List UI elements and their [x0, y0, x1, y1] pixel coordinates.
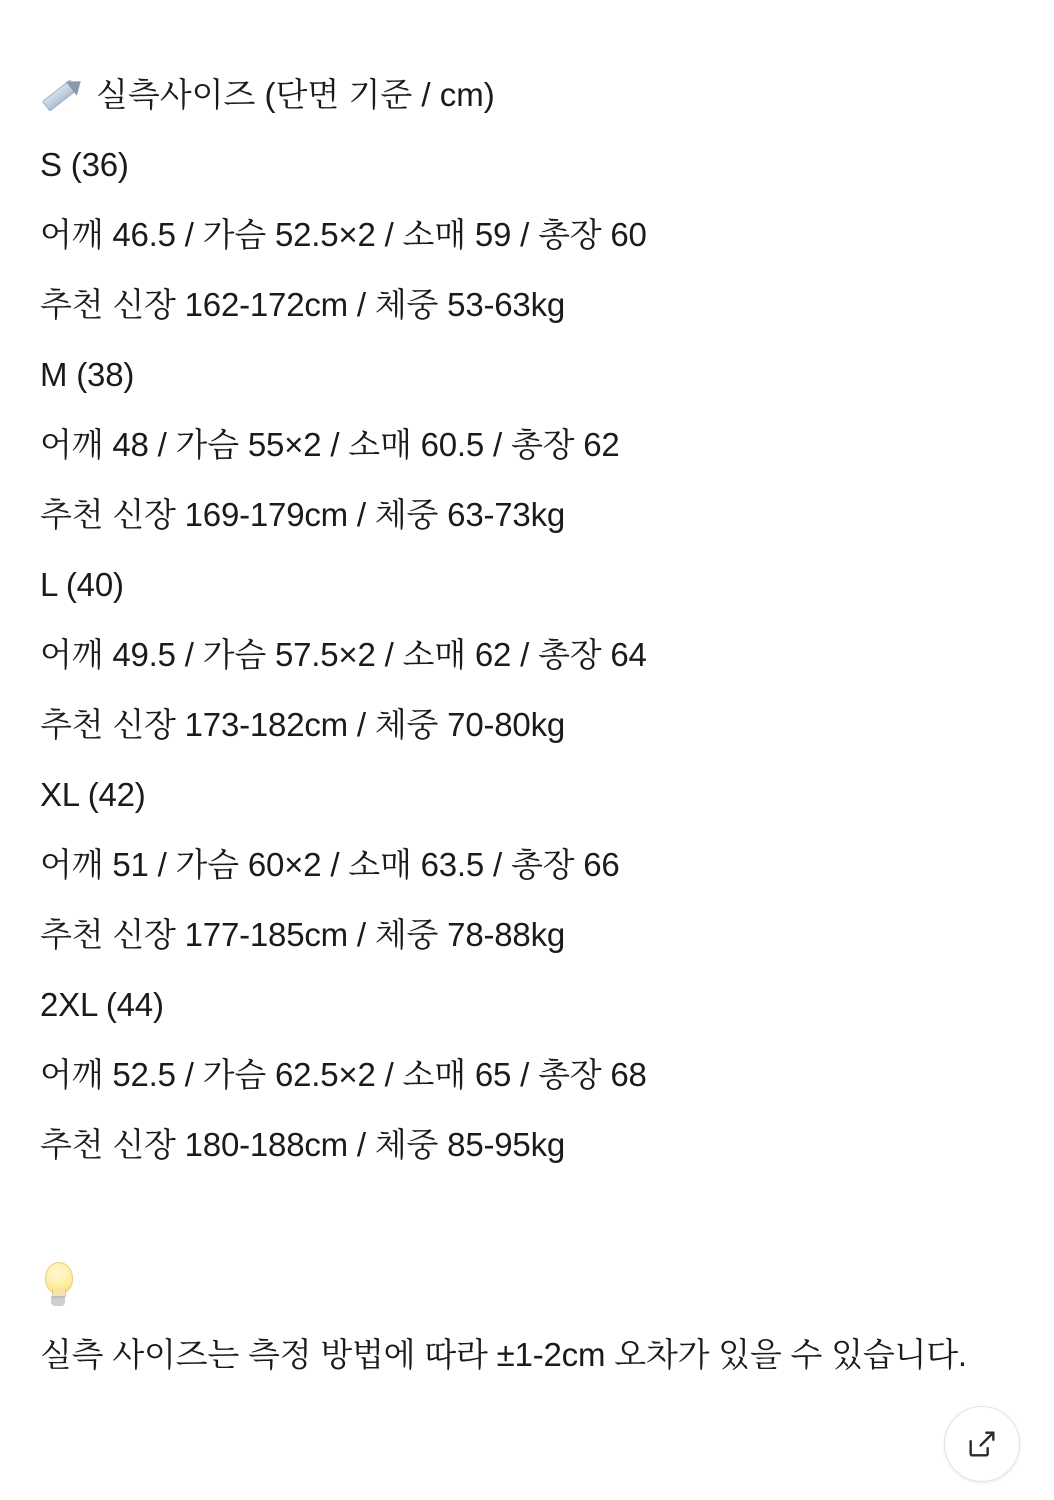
- size-name-s: S (36): [40, 146, 129, 183]
- size-recommendation-xl: 추천 신장 177-185cm / 체중 78-88kg: [40, 916, 566, 953]
- size-name-m: M (38): [40, 356, 135, 393]
- size-name-l: L (40): [40, 566, 124, 603]
- spacer: [40, 1180, 1014, 1250]
- size-name-xl: XL (42): [40, 776, 146, 813]
- ruler-icon: [40, 75, 80, 115]
- note-icon-row: [40, 1250, 1014, 1320]
- size-chart-heading: [40, 60, 1014, 130]
- size-recommendation-2xl: 추천 신장 180-188cm / 체중 85-95kg: [40, 1126, 566, 1163]
- size-recommendation-m: 추천 신장 169-179cm / 체중 63-73kg: [40, 496, 566, 533]
- measurement-note-text: 실측 사이즈는 측정 방법에 따라 ±1-2cm 오차가 있을 수 있습니다.: [40, 1336, 967, 1373]
- size-recommendation-l: 추천 신장 173-182cm / 체중 70-80kg: [40, 706, 566, 743]
- size-measurements-m: 어깨 48 / 가슴 55×2 / 소매 60.5 / 총장 62: [40, 426, 620, 463]
- share-icon: [965, 1427, 999, 1461]
- light-bulb-icon: [40, 1262, 76, 1308]
- size-measurements-xl: 어깨 51 / 가슴 60×2 / 소매 63.5 / 총장 66: [40, 846, 620, 883]
- size-recommendation-s: 추천 신장 162-172cm / 체중 53-63kg: [40, 286, 566, 323]
- size-name-2xl: 2XL (44): [40, 986, 164, 1023]
- size-chart-heading-text: 실측사이즈 (단면 기준 / cm): [96, 76, 495, 113]
- size-measurements-s: 어깨 46.5 / 가슴 52.5×2 / 소매 59 / 총장 60: [40, 216, 647, 253]
- size-measurements-2xl: 어깨 52.5 / 가슴 62.5×2 / 소매 65 / 총장 68: [40, 1056, 647, 1093]
- size-measurements-l: 어깨 49.5 / 가슴 57.5×2 / 소매 62 / 총장 64: [40, 636, 647, 673]
- share-button[interactable]: [944, 1406, 1020, 1482]
